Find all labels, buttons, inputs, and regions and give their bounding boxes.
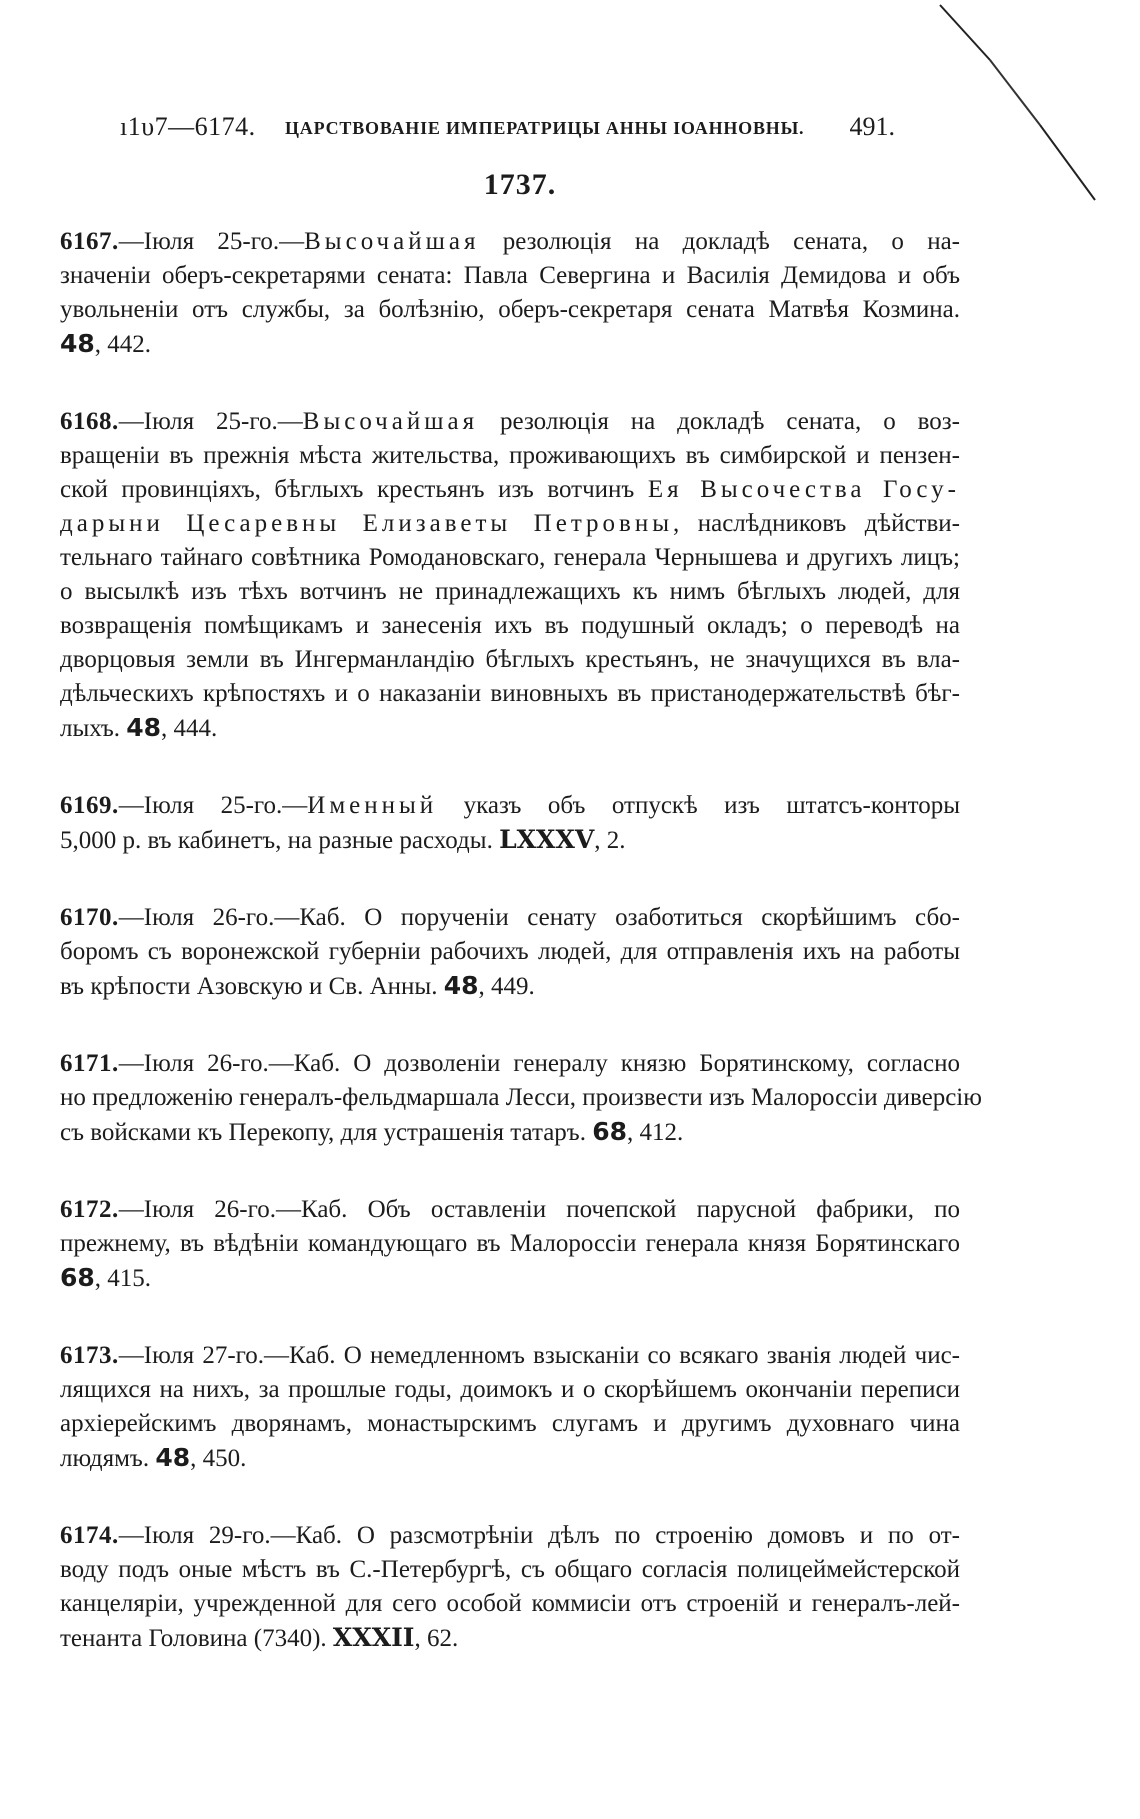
entry-number: 6169. [60, 792, 119, 819]
reign-title: ЦАРСТВОВАНІЕ ИМПЕРАТРИЦЫ АННЫ ІОАННОВНЫ. [285, 118, 805, 138]
entries [60, 225, 982, 1699]
entry-line: 6171.—Іюля 26-го.—Каб. О дозволеніи генералу князю Борятинскому, согласно [60, 1050, 960, 1077]
entry-line: 48, 442. [60, 329, 152, 358]
volume-ref: 48 [126, 713, 162, 742]
entry-number: 6168. [60, 408, 119, 435]
entry-number: 6172. [60, 1196, 119, 1223]
entry-number: 6167. [60, 228, 119, 255]
entry-line: о высылкѣ изъ тѣхъ вотчинъ не принадлежащихъ къ нимъ бѣглыхъ людей, для [60, 578, 960, 605]
volume-ref: 48 [443, 971, 479, 1000]
entry-6174 [60, 1519, 960, 1655]
entry-line: вращеніи въ прежнія мѣста жительства, проживающихъ въ симбирской и пензен- [60, 442, 960, 469]
entry-line: воду подъ оные мѣстъ въ С.-Петербургѣ, съ общаго согласія полицеймейстерской [60, 1556, 960, 1583]
year-heading: 1737. [483, 168, 557, 201]
entry-line: 6170.—Іюля 26-го.—Каб. О порученіи сенату озаботиться скорѣйшимъ сбо- [60, 904, 960, 931]
entry-line: съ войсками къ Перекопу, для устрашенія татаръ. 68, 412. [60, 1117, 684, 1146]
entry-line: ской провинціяхъ, бѣглыхъ крестьянъ изъ вотчинъ Ея Высочества Госу- [60, 476, 960, 503]
entry-line: но предложенію генералъ-фельдмаршала Лесси, произвести изъ Малороссіи диверсію [60, 1084, 982, 1111]
entry-line: 68, 415. [60, 1263, 152, 1292]
entry-6167 [60, 225, 960, 361]
entry-6171 [60, 1047, 982, 1149]
entry-line: архіерейскимъ дворянамъ, монастырскимъ слугамъ и другимъ духовнаго чина [60, 1410, 960, 1437]
entry-line: прежнему, въ вѣдѣніи командующаго въ Малороссіи генерала князя Борятинскаго [60, 1230, 960, 1257]
volume-ref: 68 [592, 1117, 628, 1146]
page-number: 491. [849, 112, 895, 141]
entry-line: увольненіи отъ службы, за болѣзнію, оберъ-секретаря сената Матвѣя Козмина. [60, 296, 960, 323]
entry-line: 6174.—Іюля 29-го.—Каб. О разсмотрѣніи дѣлъ по строенію домовъ и по от- [60, 1522, 960, 1549]
volume-ref: 48 [60, 329, 95, 358]
entry-line: 6167.—Іюля 25-го.—Высочайшая резолюція на докладѣ сената, о на- [60, 228, 961, 255]
entry-line: значеніи оберъ-секретарями сената: Павла Севергина и Василія Демидова и объ [60, 262, 960, 289]
entry-line: лыхъ. 48, 444. [60, 713, 218, 742]
entry-number: 6174. [60, 1522, 119, 1549]
entry-line: дворцовыя земли въ Ингерманландію бѣглыхъ крестьянъ, не значущихся въ вла- [60, 646, 960, 673]
entry-6173 [60, 1339, 960, 1475]
entry-number: 6171. [60, 1050, 119, 1077]
entry-line: боромъ съ воронежской губерніи рабочихъ людей, для отправленія ихъ на работы [60, 938, 960, 965]
entry-line: 6169.—Іюля 25-го.—Именный указъ объ отпускѣ изъ штатсъ-конторы [60, 792, 960, 819]
volume-ref: LXXXV [499, 825, 595, 854]
entry-6170 [60, 901, 960, 1003]
entry-number: 6173. [60, 1342, 119, 1369]
entry-line: тельнаго тайнаго совѣтника Ромодановскаго, генерала Чернышева и другихъ лицъ; [60, 544, 960, 571]
entry-line: 6172.—Іюля 26-го.—Каб. Объ оставленіи почепской парусной фабрики, по [60, 1196, 960, 1223]
running-head [120, 112, 895, 152]
entry-number: 6170. [60, 904, 119, 931]
volume-ref: XXXII [332, 1623, 415, 1652]
entry-line: дѣльческихъ крѣпостяхъ и о наказаніи виновныхъ въ пристанодержательствѣ бѣг- [60, 680, 960, 707]
entry-line: людямъ. 48, 450. [60, 1443, 247, 1472]
entry-range: ı1υ7—6174. [120, 112, 256, 141]
entry-6172 [60, 1193, 960, 1295]
volume-ref: 48 [155, 1443, 191, 1472]
entry-line: тенанта Головина (7340). XXXII, 62. [60, 1623, 459, 1652]
entry-line: дарыни Цесаревны Елизаветы Петровны, наслѣдниковъ дѣйстви- [60, 510, 960, 537]
entry-line: 6173.—Іюля 27-го.—Каб. О немедленномъ взысканіи со всякаго званія людей чис- [60, 1342, 960, 1369]
entry-6168 [60, 405, 960, 745]
entry-line: 6168.—Іюля 25-го.—Высочайшая резолюція на докладѣ сената, о воз- [60, 408, 960, 435]
volume-ref: 68 [60, 1263, 95, 1292]
entry-line: лящихся на нихъ, за прошлые годы, доимокъ и о скорѣйшемъ окончаніи переписи [60, 1376, 960, 1403]
entry-6169 [60, 789, 960, 857]
entry-line: въ крѣпости Азовскую и Св. Анны. 48, 449. [60, 971, 535, 1000]
entry-line: 5,000 р. въ кабинетъ, на разные расходы. LXXXV, 2. [60, 825, 626, 854]
entry-line: канцеляріи, учрежденной для сего особой коммисіи отъ строеній и генералъ-лей- [60, 1590, 960, 1617]
entry-line: возвращенія помѣщикамъ и занесенія ихъ въ подушный окладъ; о переводѣ на [60, 612, 960, 639]
